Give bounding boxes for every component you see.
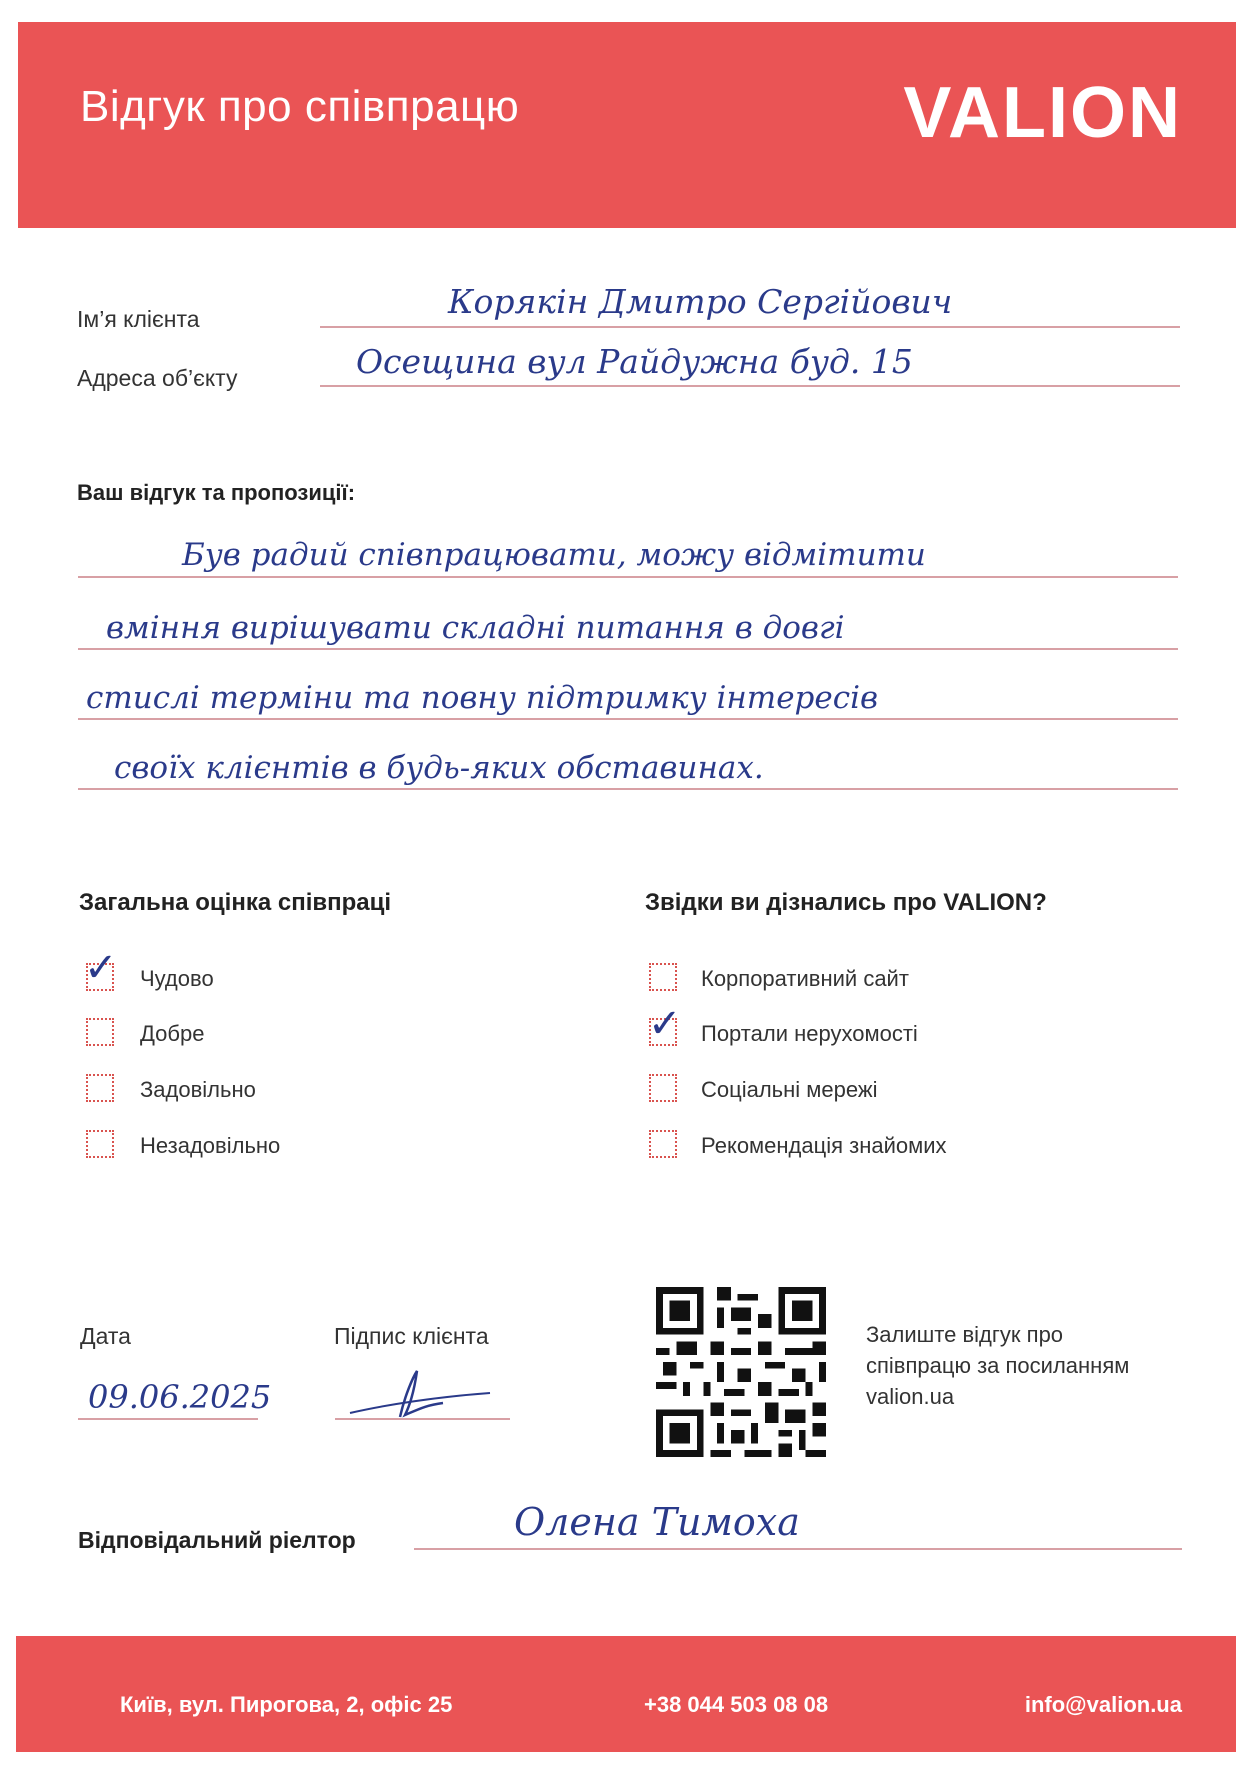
qr-caption-line-2: співпрацю за посиланням [866, 1353, 1130, 1378]
brand-logo: VALION [903, 73, 1182, 153]
footer-email[interactable]: info@valion.ua [1024, 1692, 1182, 1717]
realtor-label: Відповідальний ріелтор [78, 1527, 356, 1553]
realtor-line [414, 1548, 1182, 1550]
feedback-line-3 [78, 718, 1178, 720]
client-name-value: Корякін Дмитро Сергійович [448, 282, 953, 321]
source-option-social: Соціальні мережі [701, 1077, 878, 1102]
rating-checkbox-good[interactable] [86, 1018, 114, 1046]
client-name-label: Ім’я клієнта [77, 306, 200, 332]
client-name-line [320, 326, 1180, 328]
feedback-text-1: Був радий співпрацювати, можу відмітити [182, 537, 926, 573]
source-option-portals: Портали нерухомості [701, 1021, 918, 1046]
qr-link[interactable]: valion.ua [866, 1384, 955, 1409]
rating-option-unsatisfactory: Незадовільно [140, 1133, 281, 1158]
check-icon: ✓ [84, 945, 118, 991]
footer-phone[interactable]: +38 044 503 08 08 [644, 1692, 829, 1717]
header-banner [18, 22, 1236, 228]
address-line [320, 385, 1180, 387]
address-label: Адреса об’єкту [77, 365, 238, 391]
footer-address: Київ, вул. Пирогова, 2, офіс 25 [120, 1692, 453, 1717]
source-checkbox-social[interactable] [649, 1074, 677, 1102]
page-title: Відгук про співпрацю [80, 82, 520, 131]
source-heading: Звідки ви дізнались про VALION? [645, 889, 1047, 916]
rating-option-satisfactory: Задовільно [140, 1077, 256, 1102]
rating-heading: Загальна оцінка співпраці [79, 889, 392, 916]
feedback-heading: Ваш відгук та пропозиції: [77, 480, 356, 505]
realtor-name: Олена Тимоха [514, 1500, 800, 1544]
rating-checkbox-unsatisfactory[interactable] [86, 1130, 114, 1158]
rating-option-good: Добре [140, 1021, 205, 1046]
source-checkbox-website[interactable] [649, 963, 677, 991]
rating-checkbox-satisfactory[interactable] [86, 1074, 114, 1102]
rating-option-excellent: Чудово [140, 966, 214, 991]
feedback-line-1 [78, 576, 1178, 578]
feedback-text-3: стислі терміни та повну підтримку інтересів [86, 680, 879, 716]
qr-caption-line-1: Залиште відгук про [866, 1322, 1064, 1347]
date-value: 09.06.2025 [88, 1378, 272, 1416]
feedback-text-4: своїх клієнтів в будь-яких обставинах. [114, 750, 764, 786]
date-label: Дата [80, 1323, 131, 1349]
client-signature [345, 1365, 495, 1425]
check-icon: ✓ [648, 1001, 682, 1047]
source-option-website: Корпоративний сайт [701, 966, 909, 991]
footer-banner [16, 1636, 1236, 1752]
feedback-line-2 [78, 648, 1178, 650]
source-option-referral: Рекомендація знайомих [701, 1133, 947, 1158]
address-value: Осещина вул Райдужна буд. 15 [356, 342, 913, 381]
date-line [78, 1418, 258, 1420]
signature-label: Підпис клієнта [334, 1323, 489, 1349]
source-checkbox-referral[interactable] [649, 1130, 677, 1158]
feedback-text-2: вміння вирішувати складні питання в довгі [106, 610, 845, 646]
qr-code[interactable] [656, 1287, 826, 1457]
feedback-line-4 [78, 788, 1178, 790]
